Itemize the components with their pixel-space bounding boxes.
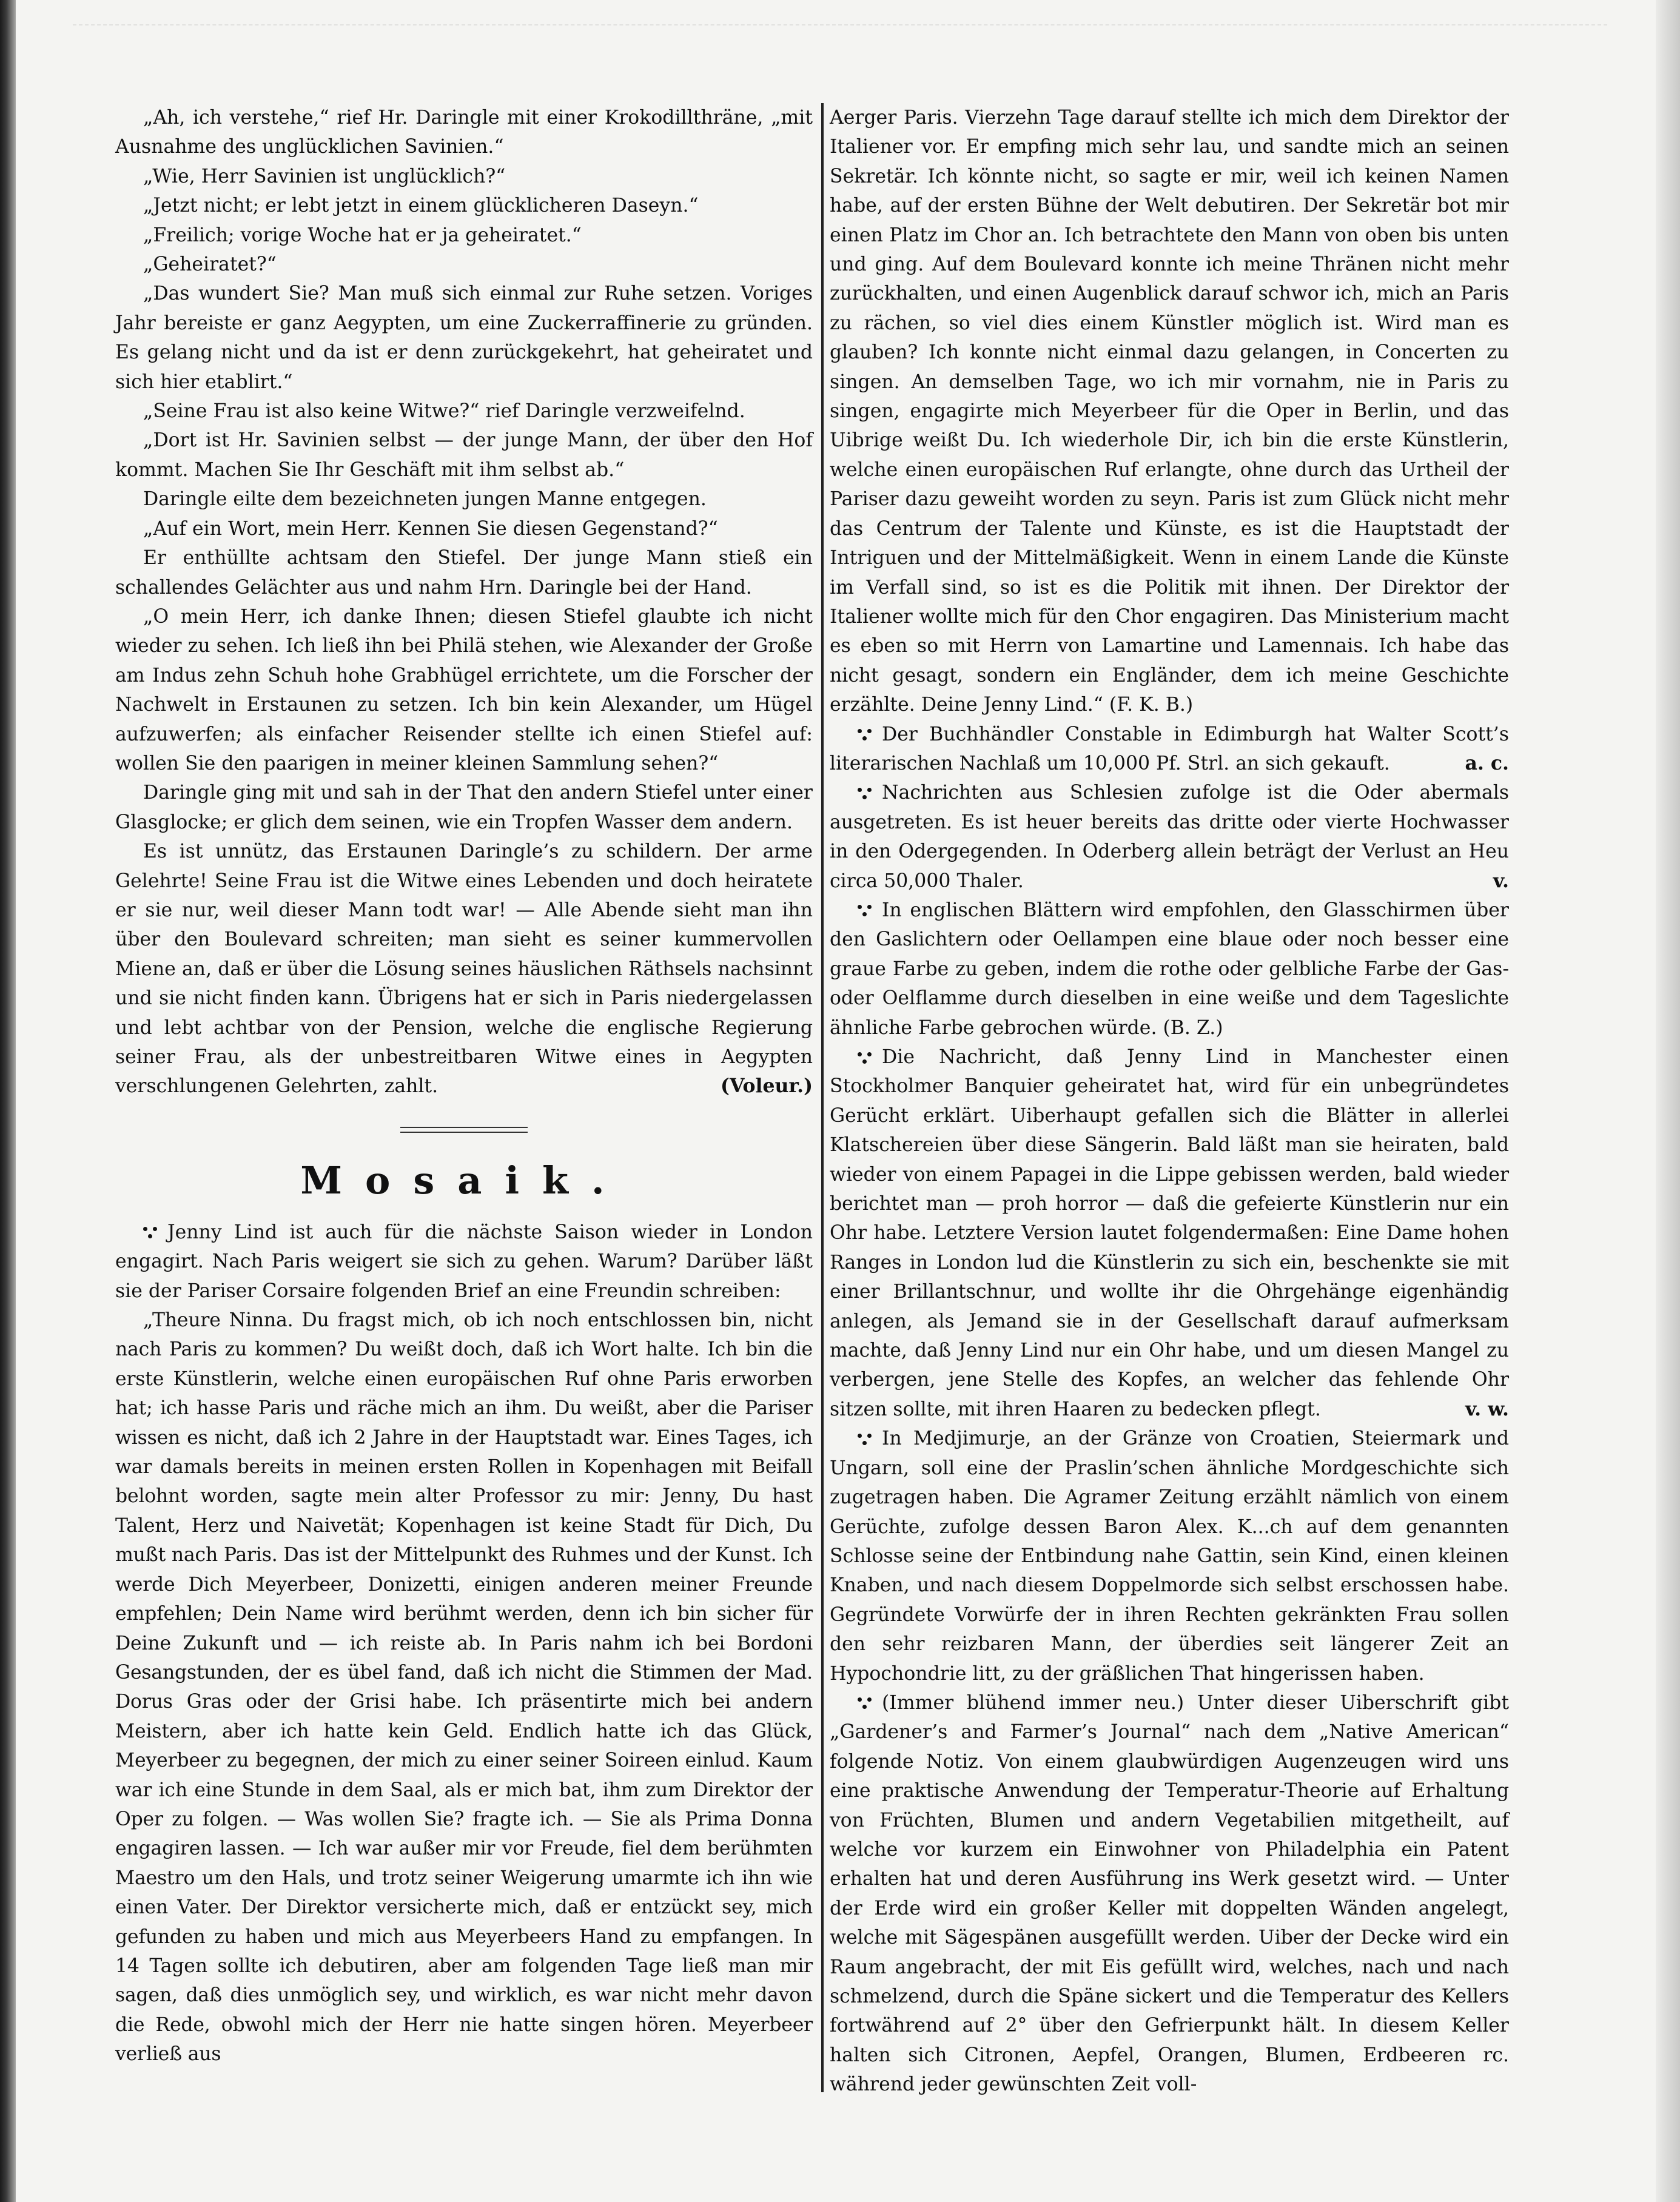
source-attribution: (Voleur.) (721, 1075, 813, 1098)
section-heading: Mosaik. (300, 1158, 628, 1203)
paragraph (830, 103, 1509, 720)
scan-edge-left (0, 0, 16, 2202)
paragraph (830, 896, 1509, 1042)
paragraph-text: In Medjimurje, an der Gränze von Croatien, Steiermark und Ungarn, soll eine der Praslin’schen ähnliche Mordgeschichte sich zugetragen haben. Die Agramer Zeitung erzählt nämlich von einem Gerüchte, zufolge dessen Baron Alex. K...ch auf dem genannten Schlosse seine der Entbindung nahe Gattin, sein Kind, einen kleinen Knaben, und nach diesem Doppelmorde sich selbst erschossen habe. Gegründete Vorwürfe der in ihren Rechten gekränkten Frau sollen den sehr reizbaren Mann, der überdies seit längerer Zeit an Hypochondrie litt, zu der gräßlichen That hingerissen haben. (830, 1428, 1509, 1685)
left-column (115, 103, 813, 2069)
paragraph (830, 1688, 1509, 2100)
paragraph-text: Die Nachricht, daß Jenny Lind in Manchester einen Stockholmer Banquier geheiratet hat, wird für ein unbegründetes Gerücht erklärt. Uiberhaupt gefallen sich die Blätter in allerlei Klatschereien über diese Sängerin. Bald läßt man sie heiraten, bald wieder von einem Papagei in die Lippe gebissen werden, bald wieder berichtet man — proh horror — daß die gefeierte Künstlerin nur ein Ohr habe. Letztere Version lautet folgendermaßen: Eine Dame hohen Ranges in London lud die Künstlerin zu sich ein, beschenkte sie mit einer Brillantschnur, und wollte ihr die Ohrgehänge eigenhändig anlegen, als Jemand sie in der Gesellschaft darauf aufmerksam machte, daß Jenny Lind nur ein Ohr habe, und um diesen Mangel zu verbergen, jene Stelle des Kopfes, an welcher das fehlende Ohr sitzen sollte, mit ihren Haaren zu bedecken pflegt. (830, 1046, 1509, 1420)
asterism-icon (858, 1696, 876, 1711)
paragraph-text: Es ist unnütz, das Erstaunen Daringle’s zu schildern. Der arme Gelehrte! Seine Frau ist die Witwe eines Lebenden und doch heiratete er sie nur, weil dieser Mann todt war! — Alle Abende sieht man ihn über den Boulevard schreiten; man sieht es seiner kummervollen Miene an, daß er über die Lösung seines häuslichen Räthsels nachsinnt und sie nicht finden kann. Übrigens hat er sich in Paris niedergelassen und lebt achtbar von der Pension, welche die englische Regierung seiner Frau, als der unbestreitbaren Witwe eines in Aegypten verschlungenen Gelehrten, zahlt. (115, 841, 813, 1098)
paragraph-text: Jenny Lind ist auch für die nächste Saison wieder in London engagirt. Nach Paris weigert sie sich zu gehen. Warum? Darüber läßt sie der Pariser Corsaire folgenden Brief an eine Freundin schreiben: (115, 1221, 813, 1302)
paragraph: „Freilich; vorige Woche hat er ja geheiratet.“ (143, 224, 582, 246)
source-attribution: v. w. (1465, 1397, 1509, 1420)
paragraph-text: Nachrichten aus Schlesien zufolge ist die Oder abermals ausgetreten. Es ist heuer bereits das dritte oder vierte Hochwasser in den Odergegenden. In Oderberg allein beträgt der Verlust an Heu circa 50,000 Thaler. (830, 782, 1509, 892)
source-attribution: a. c. (1465, 751, 1509, 774)
paragraph: Er enthüllte achtsam den Stiefel. Der junge Mann stieß ein schallendes Gelächter aus und nahm Hrn. Daringle bei der Hand. (115, 547, 813, 599)
scan-noise-top (73, 24, 1607, 50)
paragraph: Daringle ging mit und sah in der That den andern Stiefel unter einer Glasglocke; er glich dem seinen, wie ein Tropfen Wasser dem andern. (115, 782, 813, 833)
paragraph (830, 778, 1509, 896)
paragraph: „Ah, ich verstehe,“ rief Hr. Daringle mit einer Krokodillthräne, „mit Ausnahme des unglücklichen Savinien.“ (115, 107, 813, 158)
paragraph: „Das wundert Sie? Man muß sich einmal zur Ruhe setzen. Voriges Jahr bereiste er ganz Aegypten, um eine Zuckerraffinerie zu gründen. Es gelang nicht und da ist er denn zurückgekehrt, hat geheiratet und sich hier etablirt.“ (115, 283, 813, 393)
scan-edge-right (1656, 0, 1680, 2202)
paragraph (830, 720, 1509, 779)
paragraph-text: (Immer blühend immer neu.) Unter dieser Uiberschrift gibt „Gardener’s and Farmer’s Journal“ nach dem „Native American“ folgende Notiz. Von einem glaubwürdigen Augenzeugen wird uns eine praktische Anwendung der Temperatur-Theorie auf Erhaltung von Früchten, Blumen und andern Vegetabilien mitgetheilt, auf welche vor kurzem ein Einwohner von Philadelphia ein Patent erhalten hat und deren Ausführung ins Werk gesetzt wird. — Unter der Erde wird ein großer Keller mit doppelten Wänden angelegt, welche mit Sägespänen ausgefüllt werden. Uiber der Decke wird ein Raum angebracht, der mit Eis gefüllt wird, welches, nach und nach schmelzend, durch die Späne sickert und die Temperatur des Kellers fortwährend auf 2° über den Gefrierpunkt hält. In diesem Keller halten sich Citronen, Aepfel, Orangen, Blumen, Erdbeeren rc. während jeder gewünschten Zeit voll- (830, 1691, 1509, 2096)
asterism-icon (858, 1051, 876, 1066)
asterism-icon (858, 904, 876, 918)
paragraph: „Geheiratet?“ (143, 253, 277, 276)
source-attribution: (F. K. B.) (1109, 694, 1194, 716)
paragraph-text: Der Buchhändler Constable in Edimburgh hat Walter Scott’s literarischen Nachlaß um 10,000 Pf. Strl. an sich gekauft. (830, 723, 1509, 774)
paragraph (830, 1042, 1509, 1424)
paragraph: „O mein Herr, ich danke Ihnen; diesen Stiefel glaubte ich nicht wieder zu sehen. Ich ließ ihn bei Philä stehen, wie Alexander der Große am Indus zehn Schuh hohe Grabhügel errichtete, um die Forscher der Nachwelt in Erstaunen zu setzen. Ich bin kein Alexander, um Hügel aufzuwerfen; als einfacher Reisender stellte ich einen Stiefel auf: wollen Sie den paarigen in meiner kleinen Sammlung sehen?“ (115, 605, 813, 774)
asterism-icon (858, 728, 876, 742)
paragraph (830, 1424, 1509, 1688)
source-attribution: v. (1493, 869, 1509, 892)
paragraph: „Wie, Herr Savinien ist unglücklich?“ (143, 165, 506, 187)
paragraph-text: In englischen Blättern wird empfohlen, den Glasschirmen über den Gaslichtern oder Oellampen eine blaue oder noch besser eine graue Farbe zu geben, indem die rothe oder gelbliche Farbe der Gas- oder Oelflamme durch dieselben in eine weiße und dem Tageslichte ähnliche Farbe gebrochen würde. (B. Z.) (830, 899, 1509, 1039)
paragraph: „Seine Frau ist also keine Witwe?“ rief Daringle verzweifelnd. (143, 400, 745, 423)
section-divider (400, 1127, 528, 1133)
paragraph: „Jetzt nicht; er lebt jetzt in einem glücklicheren Daseyn.“ (143, 195, 699, 217)
paragraph: Daringle eilte dem bezeichneten jungen Manne entgegen. (143, 488, 707, 511)
asterism-icon (858, 1432, 876, 1447)
paragraph: „Auf ein Wort, mein Herr. Kennen Sie diesen Gegenstand?“ (143, 517, 718, 540)
paragraph (115, 1218, 813, 1306)
asterism-icon (143, 1226, 161, 1240)
asterism-icon (858, 787, 876, 801)
paragraph: „Dort ist Hr. Savinien selbst — der junge Mann, der über den Hof kommt. Machen Sie Ihr Geschäft mit ihm selbst ab.“ (115, 429, 813, 481)
paragraph (115, 837, 813, 1101)
right-column (830, 103, 1509, 2100)
paragraph: „Theure Ninna. Du fragst mich, ob ich noch entschlossen bin, nicht nach Paris zu kommen? Du weißt doch, daß ich Wort halte. Ich bin die erste Künstlerin, welche einen europäischen Ruf ohne Paris erworben hat; ich hasse Paris und räche mich an ihm. Du weißt, aber die Pariser wissen es nicht, daß ich 2 Jahre in der Hauptstadt war. Eines Tages, ich war damals bereits in meinen ersten Rollen in Kopenhagen mit Beifall belohnt worden, sagte mein alter Professor zu mir: Jenny, Du hast Talent, Herz und Naivetät; Kopenhagen ist keine Stadt für Dich, Du mußt nach Paris. Das ist der Mittelpunkt des Ruhmes und der Kunst. Ich werde Dich Meyerbeer, Donizetti, einigen anderen meiner Freunde empfehlen; Dein Name wird berühmt werden, denn ich bin sicher für Deine Zukunft und — ich reiste ab. In Paris nahm ich bei Bordoni Gesangstunden, der es übel fand, daß ich nicht die Stimmen der Mad. Dorus Gras oder der Grisi habe. Ich präsentirte mich bei andern Meistern, aber ich hatte kein Geld. Endlich hatte ich das Glück, Meyerbeer zu begegnen, der mich zu einer seiner Soireen einlud. Kaum war ich eine Stunde in dem Saal, als er mich bat, ihm zum Direktor der Oper zu folgen. — Was wollen Sie? fragte ich. — Sie als Prima Donna engagiren lassen. — Ich war außer mir vor Freude, fiel dem berühmten Maestro um den Hals, und trotz seiner Weigerung umarmte ich ihn wie einen Vater. Der Direktor versicherte mich, daß er entzückt sey, mich gefunden zu haben und mich aus Meyerbeers Hand zu empfangen. In 14 Tagen sollte ich debutiren, aber am folgenden Tage ließ man mir sagen, daß dies unmöglich sey, und wirklich, es war nicht mehr davon die Rede, obwohl mich der Herr nie hatte singen hören. Meyerbeer verließ aus (115, 1309, 813, 2066)
column-rule (821, 103, 824, 2092)
paragraph-text: Aerger Paris. Vierzehn Tage darauf stellte ich mich dem Direktor der Italiener vor. Er empfing mich sehr lau, und sandte mich an seinen Sekretär. Ich könnte nicht, so sagte er mir, weil ich keinen Namen habe, auf der ersten Bühne der Welt debutiren. Der Sekretär bot mir einen Platz im Chor an. Ich betrachtete den Mann von oben bis unten und ging. Auf dem Boulevard konnte ich meine Thränen nicht mehr zurückhalten, und einen Augenblick darauf schwor ich, mich an Paris zu rächen, so viel dies einem Künstler möglich ist. Wird man es glauben? Ich konnte nicht einmal dazu gelangen, in Concerten zu singen. An demselben Tage, wo ich mir vornahm, nie in Paris zu singen, engagirte mich Meyerbeer für die Oper in Berlin, und das Uibrige weißt Du. Ich wiederhole Dir, ich bin die erste Künstlerin, welche einen europäischen Ruf erlangte, ohne durch das Urtheil der Pariser dazu geweiht worden zu seyn. Paris ist zum Glück nicht mehr das Centrum der Talente und Künste, es ist die Hauptstadt der Intriguen und der Mittelmäßigkeit. Wenn in einem Lande die Künste im Verfall sind, so ist es die Politik mit ihnen. Der Direktor der Italiener wollte mich für den Chor engagiren. Das Ministerium macht es eben so mit Herrn von Lamartine und Lamennais. Ich habe das nicht gesagt, sondern ein Engländer, dem ich meine Geschichte erzählte. Deine Jenny Lind.“ (830, 107, 1509, 716)
